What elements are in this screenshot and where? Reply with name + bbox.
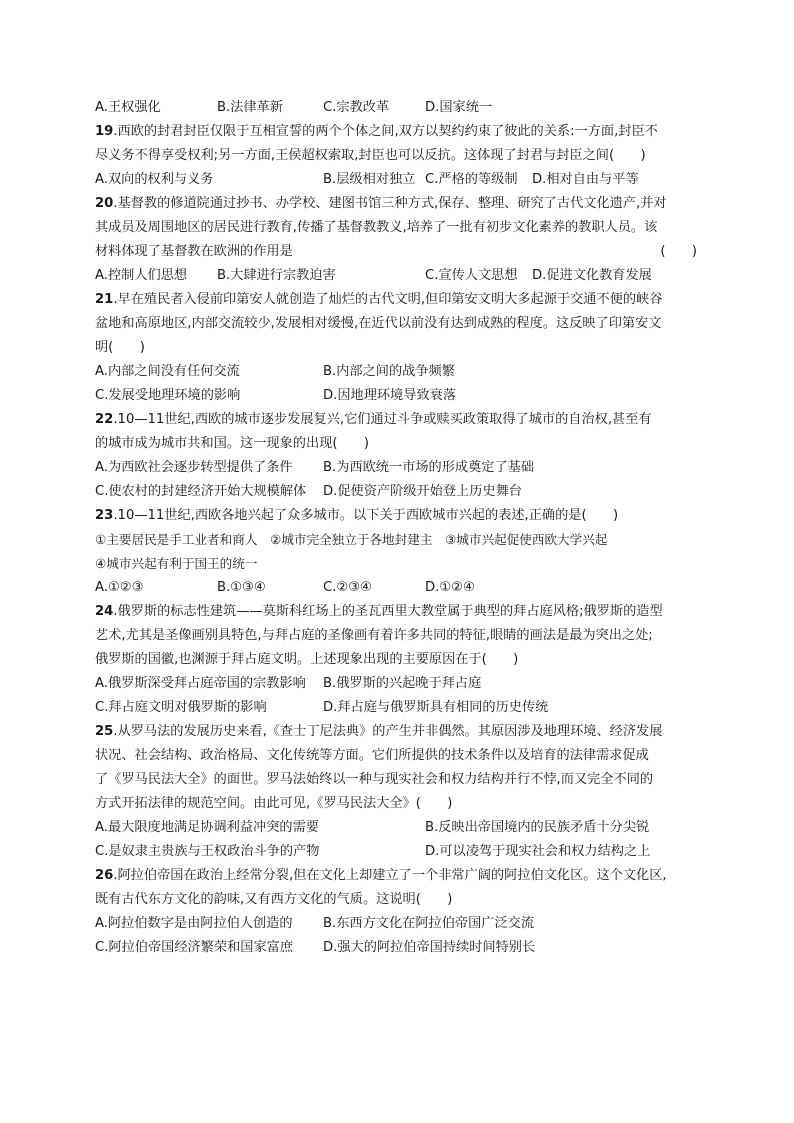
- q18-option-b[interactable]: B.法律革新: [217, 100, 283, 115]
- q21-stem-text-1: .早在殖民者入侵前印第安人就创造了灿烂的古代文明,但印第安文明大多起源于交通不便的峡谷: [113, 292, 663, 307]
- q19-option-c[interactable]: C.严格的等级制: [425, 172, 518, 187]
- q24-options-row-1: [95, 672, 699, 696]
- q26-option-d[interactable]: D.强大的阿拉伯帝国持续时间特别长: [323, 940, 536, 955]
- q21-stem-line-3: 明( ): [95, 340, 145, 355]
- q22-stem-line-1: [95, 408, 699, 432]
- q26-options-row-1: [95, 912, 699, 936]
- q24-stem-line-2: 艺术,尤其是圣像画别具特色,与拜占庭的圣像画有着许多共同的特征,眼睛的画法是最为突出之处;: [95, 628, 653, 643]
- q21-option-d[interactable]: D.因地理环境导致衰落: [323, 388, 457, 403]
- q19-option-d[interactable]: D.相对自由与平等: [532, 172, 639, 187]
- q24-stem-line-3: 俄罗斯的国徽,也渊源于拜占庭文明。上述现象出现的主要原因在于( ): [95, 652, 519, 667]
- q22-number: 22: [95, 412, 114, 427]
- q22-option-d[interactable]: D.促使资产阶级开始登上历史舞台: [323, 484, 522, 499]
- q25-option-a[interactable]: A.最大限度地满足协调利益冲突的需要: [95, 820, 319, 835]
- q18-option-a[interactable]: A.王权强化: [95, 100, 161, 115]
- q22-options-row-1: [95, 456, 699, 480]
- q25-option-b[interactable]: B.反映出帝国境内的民族矛盾十分尖锐: [425, 820, 650, 835]
- q26-option-a[interactable]: A.阿拉伯数字是由阿拉伯人创造的: [95, 916, 293, 931]
- q19-stem-line-2: 尽义务不得享受权利;另一方面,王侯超权索取,封臣也可以反抗。这体现了封君与封臣之间( ): [95, 148, 646, 163]
- q23-stem-line-1: [95, 504, 699, 528]
- q18-option-d[interactable]: D.国家统一: [425, 100, 493, 115]
- q23-option-a[interactable]: A.①②③: [95, 580, 144, 595]
- q25-option-c[interactable]: C.是奴隶主贵族与王权政治斗争的产物: [95, 844, 320, 859]
- q24-number: 24: [95, 604, 114, 619]
- q19-options-row: [95, 168, 699, 192]
- q19-option-b[interactable]: B.层级相对独立: [323, 172, 416, 187]
- q25-number: 25: [95, 724, 114, 739]
- q18-options-row: [95, 96, 699, 120]
- q24-option-d[interactable]: D.拜占庭与俄罗斯具有相同的历史传统: [323, 700, 549, 715]
- q25-option-d[interactable]: D.可以凌驾于现实社会和权力结构之上: [425, 844, 651, 859]
- q23-option-c[interactable]: C.②③④: [323, 580, 372, 595]
- q19-stem-line-1: [95, 120, 699, 144]
- q25-stem-line-3: 了《罗马民法大全》的面世。罗马法始终以一种与现实社会和权力结构并行不悖,而又完全不同的: [95, 772, 654, 787]
- q24-stem-text-1: .俄罗斯的标志性建筑——莫斯科红场上的圣瓦西里大教堂属于典型的拜占庭风格;俄罗斯的造型: [113, 604, 663, 619]
- q24-option-b[interactable]: B.俄罗斯的兴起晚于拜占庭: [323, 676, 482, 691]
- q23-option-b[interactable]: B.①③④: [217, 580, 266, 595]
- q23-options-row: [95, 576, 699, 600]
- q20-option-b[interactable]: B.大肆进行宗教迫害: [217, 268, 336, 283]
- exam-page: [95, 96, 699, 960]
- q20-stem-line-2: 其成员及周围地区的居民进行教育,传播了基督教教义,培养了一批有初步文化素养的教职人员。该: [95, 220, 658, 235]
- q26-number: 26: [95, 868, 114, 883]
- q25-options-row-2: [95, 840, 699, 864]
- q20-number: 20: [95, 196, 114, 211]
- q20-stem-line-3: [95, 240, 699, 264]
- q19-option-a[interactable]: A.双向的权利与义务: [95, 172, 214, 187]
- q25-stem-text-1: .从罗马法的发展历史来看,《查士丁尼法典》的产生并非偶然。其原因涉及地理环境、经济发展: [113, 724, 663, 739]
- q20-stem-text-3: 材料体现了基督教在欧洲的作用是: [95, 244, 293, 259]
- q21-number: 21: [95, 292, 114, 307]
- q23-number: 23: [95, 508, 114, 523]
- q25-options-row-1: [95, 816, 699, 840]
- q20-stem-line-1: [95, 192, 699, 216]
- q25-stem-line-4: 方式开拓法律的规范空间。由此可见,《罗马民法大全》( ): [95, 796, 453, 811]
- q20-option-d[interactable]: D.促进文化教育发展: [532, 268, 652, 283]
- q24-options-row-2: [95, 696, 699, 720]
- q21-stem-line-1: [95, 288, 699, 312]
- q20-stem-text-1: .基督教的修道院通过抄书、办学校、建图书馆三种方式,保存、整理、研究了古代文化遗产,并对: [113, 196, 667, 211]
- q21-option-c[interactable]: C.发展受地理环境的影响: [95, 388, 241, 403]
- q22-stem-text-1: .10—11世纪,西欧的城市逐步发展复兴,它们通过斗争或赎买政策取得了城市的自治权,甚至有: [113, 412, 652, 427]
- q19-number: 19: [95, 124, 114, 139]
- q26-stem-line-1: [95, 864, 699, 888]
- q20-option-c[interactable]: C.宣传人文思想: [425, 268, 518, 283]
- q21-option-a[interactable]: A.内部之间没有任何交流: [95, 364, 240, 379]
- q26-option-c[interactable]: C.阿拉伯帝国经济繁荣和国家富庶: [95, 940, 294, 955]
- q19-stem-text-1: .西欧的封君封臣仅限于互相宣誓的两个个体之间,双方以契约约束了彼此的关系:一方面,封臣不: [113, 124, 658, 139]
- q22-option-b[interactable]: B.为西欧统一市场的形成奠定了基础: [323, 460, 535, 475]
- q22-option-a[interactable]: A.为西欧社会逐步转型提供了条件: [95, 460, 293, 475]
- q23-statements-line-1: ①主要居民是手工业者和商人 ②城市完全独立于各地封建主 ③城市兴起促使西欧大学兴起: [95, 532, 608, 547]
- q25-stem-line-2: 状况、社会结构、政治格局、文化传统等方面。它们所提供的技术条件以及培育的法律需求促成: [95, 748, 649, 763]
- q22-option-c[interactable]: C.使农村的封建经济开始大规模解体: [95, 484, 307, 499]
- q26-options-row-2: [95, 936, 699, 960]
- q18-option-c[interactable]: C.宗教改革: [323, 100, 390, 115]
- q25-stem-line-1: [95, 720, 699, 744]
- q26-stem-line-2: 既有古代东方文化的韵味,又有西方文化的气质。这说明( ): [95, 892, 453, 907]
- q20-option-a[interactable]: A.控制人们思想: [95, 268, 188, 283]
- q24-option-a[interactable]: A.俄罗斯深受拜占庭帝国的宗教影响: [95, 676, 306, 691]
- q20-options-row: [95, 264, 699, 288]
- q23-option-d[interactable]: D.①②④: [425, 580, 475, 595]
- q24-option-c[interactable]: C.拜占庭文明对俄罗斯的影响: [95, 700, 267, 715]
- q20-answer-paren: ( ): [660, 244, 697, 259]
- q22-options-row-2: [95, 480, 699, 504]
- q23-stem-text-1: .10—11世纪,西欧各地兴起了众多城市。以下关于西欧城市兴起的表述,正确的是( ): [113, 508, 619, 523]
- q21-option-b[interactable]: B.内部之间的战争频繁: [323, 364, 455, 379]
- q21-options-row-1: [95, 360, 699, 384]
- q24-stem-line-1: [95, 600, 699, 624]
- q21-stem-line-2: 盆地和高原地区,内部交流较少,发展相对缓慢,在近代以前没有达到成熟的程度。这反映了印第安文: [95, 316, 662, 331]
- q22-stem-line-2: 的城市成为城市共和国。这一现象的出现( ): [95, 436, 370, 451]
- q26-stem-text-1: .阿拉伯帝国在政治上经常分裂,但在文化上却建立了一个非常广阔的阿拉伯文化区。这个文化区,: [113, 868, 667, 883]
- q23-statements-line-2: ④城市兴起有利于国王的统一: [95, 556, 258, 571]
- q21-options-row-2: [95, 384, 699, 408]
- q26-option-b[interactable]: B.东西方文化在阿拉伯帝国广泛交流: [323, 916, 535, 931]
